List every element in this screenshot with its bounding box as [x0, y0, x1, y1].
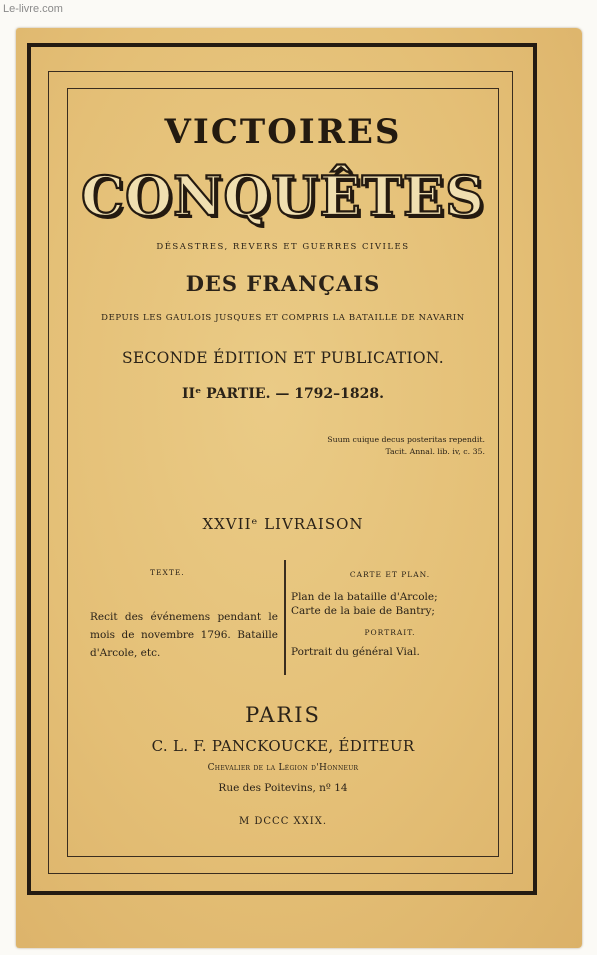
livraison-heading: XXVIIᵉ LIVRAISON [202, 515, 364, 533]
part-line: IIᵉ PARTIE. — 1792–1828. [181, 386, 384, 402]
title-conquetes: CONQUÊTES [80, 164, 485, 228]
subtitle-depuis: DEPUIS LES GAULOIS JUSQUES ET COMPRIS LA BATAILLE DE NAVARIN [101, 313, 465, 323]
portrait-body: Portrait du général Vial. [291, 646, 420, 658]
imprint-city: PARIS [245, 703, 321, 727]
subtitle-desastres: DÉSASTRES, REVERS ET GUERRES CIVILES [156, 242, 410, 252]
carte-list [291, 590, 438, 618]
epigraph-quote: Suum cuique decus posteritas rependit. [327, 435, 485, 444]
column-divider [284, 560, 286, 675]
edition-line: SECONDE ÉDITION ET PUBLICATION. [121, 349, 445, 367]
imprint-date: M DCCC XXIX. [238, 816, 328, 827]
watermark-text: Le-livre.com [3, 3, 63, 15]
imprint-honor: Chevalier de la Légion d'Honneur [207, 763, 359, 773]
title-victoires: VICTOIRES [164, 112, 402, 152]
portrait-heading: PORTRAIT. [364, 628, 416, 637]
carte-heading: CARTE ET PLAN. [349, 570, 431, 579]
carte-item-bantry: Carte de la baie de Bantry; [291, 605, 435, 617]
texte-body: Recit des événemens pendant le mois de novembre 1796. Bataille d'Arcole, etc. [90, 611, 278, 659]
carte-item-arcole: Plan de la bataille d'Arcole; [291, 591, 438, 603]
imprint-address: Rue des Poitevins, nº 14 [218, 782, 348, 794]
imprint-publisher: C. L. F. PANCKOUCKE, ÉDITEUR [151, 737, 415, 755]
texte-heading: TEXTE. [150, 568, 185, 577]
title-des-francais: DES FRANÇAIS [185, 271, 381, 296]
epigraph-source: Tacit. Annal. lib. iv, c. 35. [385, 447, 485, 456]
